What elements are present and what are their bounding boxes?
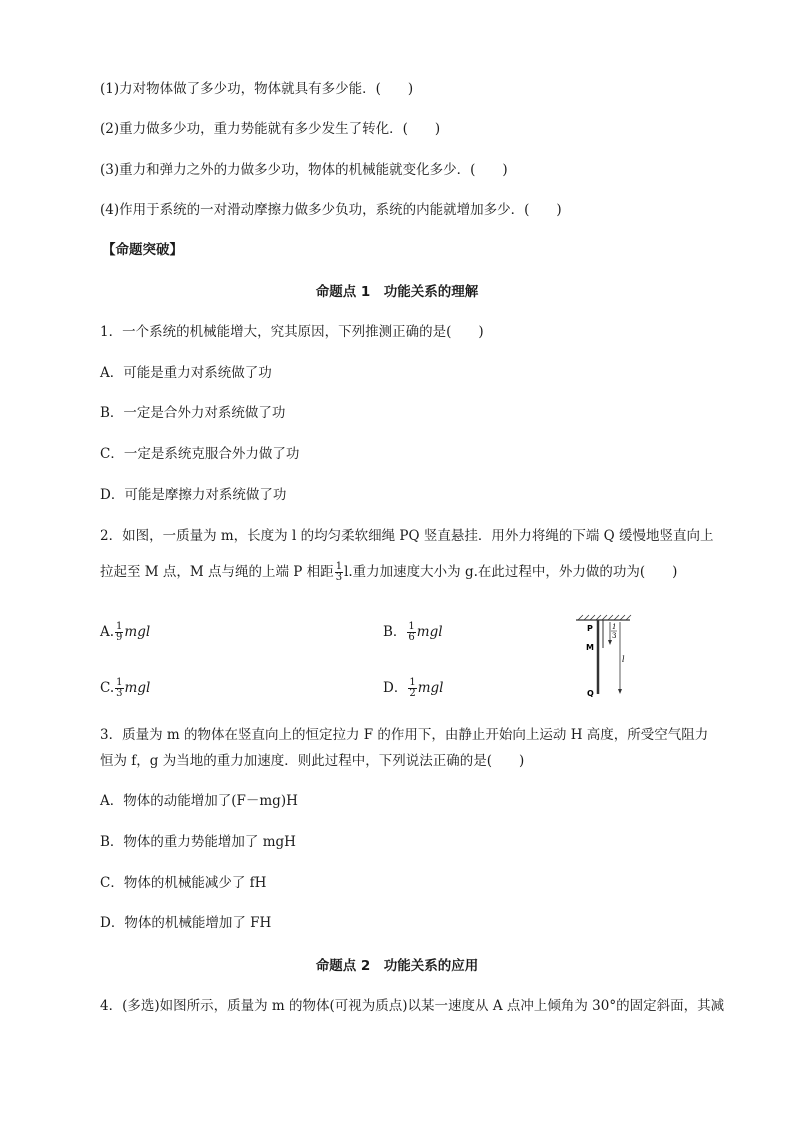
judgment-3: (3)重力和弹力之外的力做多少功，物体的机械能就变化多少．( ) [100, 162, 508, 178]
q2-option-a [100, 622, 150, 643]
q2-option-c [100, 678, 150, 699]
topic2-title: 命题点 2 功能关系的应用 [315, 958, 479, 974]
option-fraction [407, 622, 415, 643]
ceiling-hatch [576, 615, 631, 620]
option-letter: B． [383, 624, 407, 640]
q1-stem: 1．一个系统的机械能增大，究其原因，下列推测正确的是( ) [100, 324, 484, 340]
label-third-den: 3 [612, 632, 617, 640]
fraction-denominator: 9 [116, 632, 123, 643]
fraction-numerator: 1 [408, 621, 415, 632]
option-fraction [115, 678, 123, 699]
option-letter: C. [100, 680, 115, 696]
fraction-denominator: 3 [335, 572, 343, 583]
option-tail: mgl [124, 680, 151, 696]
topic1-title: 命题点 1 功能关系的理解 [315, 284, 479, 300]
option-tail: mgl [416, 624, 443, 640]
option-letter: D． [383, 680, 408, 696]
fraction-numerator: 1 [116, 621, 123, 632]
q2-option-d [383, 678, 443, 699]
label-q: Q [587, 689, 594, 698]
q2-stem-fraction [335, 562, 343, 583]
label-m: M [586, 643, 594, 652]
rope-figure [574, 612, 634, 702]
q3-stem-line2: 恒为 f，g 为当地的重力加速度．则此过程中，下列说法正确的是( ) [100, 753, 525, 769]
fraction-numerator: 1 [116, 677, 123, 688]
q1-option-a: A．可能是重力对系统做了功 [100, 365, 272, 381]
section-title: 【命题突破】 [102, 242, 183, 258]
label-p: P [587, 624, 593, 633]
q3-option-c: C．物体的机械能减少了 fH [100, 875, 267, 891]
q2-stem-line2-b: l.重力加速度大小为 g.在此过程中，外力做的功为( ) [344, 564, 678, 580]
option-tail: mgl [417, 680, 444, 696]
label-third-num: 1 [612, 623, 617, 631]
q1-option-b: B．一定是合外力对系统做了功 [100, 405, 286, 421]
q3-option-a: A．物体的动能增加了(F－mg)H [100, 793, 298, 809]
fraction-denominator: 6 [408, 632, 415, 643]
option-fraction [115, 622, 123, 643]
option-fraction [408, 678, 416, 699]
dim-arrow [618, 689, 622, 694]
option-tail: mgl [124, 624, 151, 640]
fraction-numerator: 1 [409, 677, 416, 688]
q1-option-c: C．一定是系统克服合外力做了功 [100, 446, 300, 462]
label-l: l [622, 655, 625, 664]
judgment-4: (4)作用于系统的一对滑动摩擦力做多少负功，系统的内能就增加多少．( ) [100, 202, 562, 218]
q2-stem-line2 [100, 562, 677, 583]
fraction-denominator: 3 [116, 688, 123, 699]
q4-stem: 4．(多选)如图所示，质量为 m 的物体(可视为质点)以某一速度从 A 点冲上倾角为 30°的固定斜面，其减 [100, 998, 725, 1014]
q3-option-d: D．物体的机械能增加了 FH [100, 915, 272, 931]
option-letter: A. [100, 624, 115, 640]
fraction-denominator: 2 [409, 688, 416, 699]
q3-option-b: B．物体的重力势能增加了 mgH [100, 834, 296, 850]
fraction-numerator: 1 [335, 561, 343, 572]
judgment-1: (1)力对物体做了多少功，物体就具有多少能．( ) [100, 81, 414, 97]
q2-option-b [383, 622, 443, 643]
q3-stem-line1: 3．质量为 m 的物体在竖直向上的恒定拉力 F 的作用下，由静止开始向上运动 H 高度，所受空气阻力 [100, 727, 709, 743]
q1-option-d: D．可能是摩擦力对系统做了功 [100, 487, 287, 503]
q2-stem-line2-a: 拉起至 M 点，M 点与绳的上端 P 相距 [100, 564, 334, 580]
judgment-2: (2)重力做多少功，重力势能就有多少发生了转化．( ) [100, 121, 441, 137]
dim-arrow [608, 640, 612, 645]
q2-stem-line1: 2．如图，一质量为 m，长度为 l 的均匀柔软细绳 PQ 竖直悬挂．用外力将绳的下端 Q 缓慢地竖直向上 [100, 528, 714, 544]
